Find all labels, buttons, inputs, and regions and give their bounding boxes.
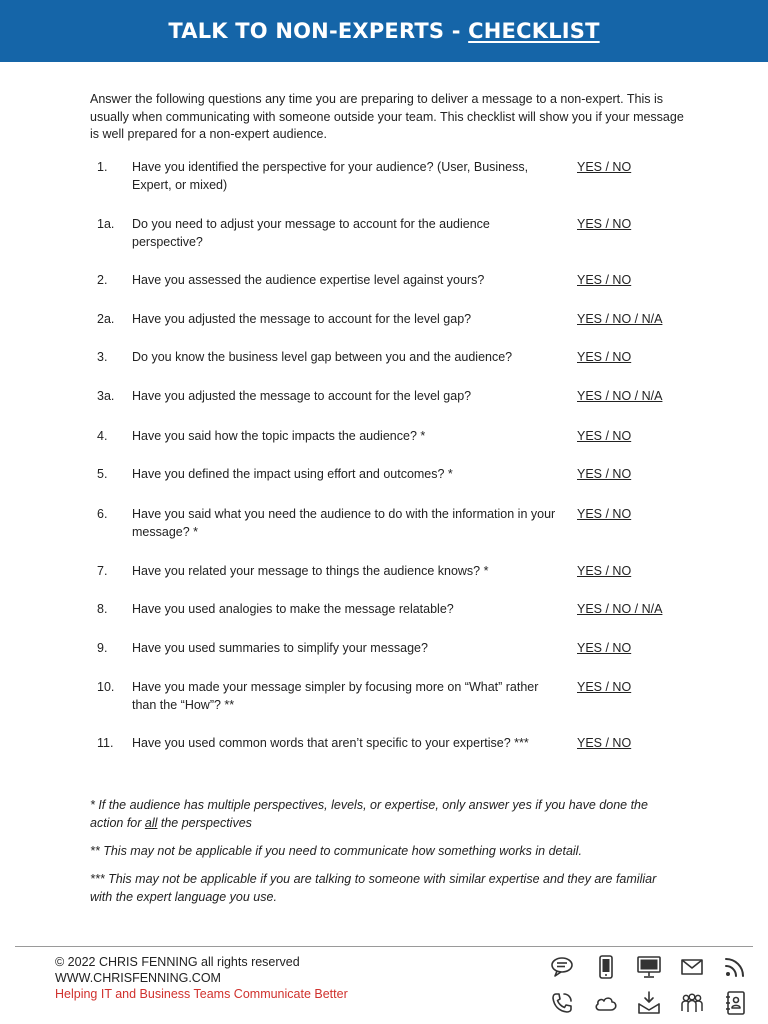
mobile-phone-icon xyxy=(593,954,619,980)
footnote-single-asterisk xyxy=(90,796,680,832)
page-title xyxy=(168,19,599,43)
item-number: 11. xyxy=(97,736,114,750)
item-question: Have you made your message simpler by focusing more on “What” rather than the “How”? ** xyxy=(132,680,539,712)
tagline: Helping IT and Business Teams Communicate Better xyxy=(55,987,348,1001)
item-number: 9. xyxy=(97,641,108,655)
title-prefix: TALK TO NON-EXPERTS - xyxy=(168,19,469,43)
item-question: Have you adjusted the message to account for the level gap? xyxy=(132,312,472,326)
copyright: © 2022 CHRIS FENNING all rights reserved xyxy=(55,955,300,969)
item-answer[interactable]: YES / NO xyxy=(577,350,632,364)
monitor-icon xyxy=(636,954,662,980)
item-answer[interactable]: YES / NO / N/A xyxy=(577,389,663,403)
item-answer[interactable]: YES / NO xyxy=(577,160,632,174)
item-question: Have you used summaries to simplify your message? xyxy=(132,641,428,655)
item-question: Have you assessed the audience expertise level against yours? xyxy=(132,273,485,287)
footnotes xyxy=(90,796,680,916)
item-question: Do you need to adjust your message to account for the audience perspective? xyxy=(132,217,490,249)
item-question: Do you know the business level gap between you and the audience? xyxy=(132,350,513,364)
website-link[interactable]: WWW.CHRISFENNING.COM xyxy=(55,971,221,985)
item-number: 1a. xyxy=(97,217,115,231)
item-number: 2a. xyxy=(97,312,115,326)
item-number: 8. xyxy=(97,602,108,616)
item-question: Have you defined the impact using effort and outcomes? * xyxy=(132,467,453,481)
footer-text xyxy=(55,954,348,1002)
item-answer[interactable]: YES / NO xyxy=(577,641,632,655)
item-number: 4. xyxy=(97,429,108,443)
footnote-triple-asterisk: *** This may not be applicable if you are talking to someone with similar expertise and they are familiar with the expert language you use. xyxy=(90,872,657,904)
item-question: Have you used common words that aren’t specific to your expertise? *** xyxy=(132,736,529,750)
item-answer[interactable]: YES / NO xyxy=(577,429,632,443)
item-number: 2. xyxy=(97,273,108,287)
item-question: Have you used analogies to make the message relatable? xyxy=(132,602,454,616)
item-answer[interactable]: YES / NO xyxy=(577,680,632,694)
chat-icon xyxy=(549,954,575,980)
item-number: 10. xyxy=(97,680,115,694)
item-answer[interactable]: YES / NO / N/A xyxy=(577,602,663,616)
header-bar xyxy=(0,0,768,62)
item-answer[interactable]: YES / NO xyxy=(577,273,632,287)
item-number: 6. xyxy=(97,507,108,521)
item-question: Have you said how the topic impacts the audience? * xyxy=(132,429,426,443)
footnote-text: the perspectives xyxy=(157,816,252,830)
item-question: Have you said what you need the audience to do with the information in your message? * xyxy=(132,507,556,539)
item-answer[interactable]: YES / NO xyxy=(577,736,632,750)
item-answer[interactable]: YES / NO xyxy=(577,217,632,231)
footnote-double-asterisk: ** This may not be applicable if you need to communicate how something works in detail. xyxy=(90,844,582,858)
footer-icons xyxy=(545,954,755,1020)
email-icon xyxy=(679,954,705,980)
rss-icon xyxy=(722,954,748,980)
cloud-icon xyxy=(593,990,619,1016)
item-question: Have you identified the perspective for your audience? (User, Business, Expert, or mixed) xyxy=(132,160,529,192)
intro-paragraph: Answer the following questions any time you are preparing to deliver a message to a non-expert. This is usually when communicating with someone outside your team. This checklist will show you if your message is well prepared for a non-expert audience. xyxy=(90,92,684,141)
item-question: Have you related your message to things the audience knows? * xyxy=(132,564,489,578)
item-question: Have you adjusted the message to account for the level gap? xyxy=(132,389,472,403)
item-number: 5. xyxy=(97,467,108,481)
phone-call-icon xyxy=(549,990,575,1016)
item-number: 3a. xyxy=(97,389,115,403)
item-number: 1. xyxy=(97,160,108,174)
item-answer[interactable]: YES / NO xyxy=(577,507,632,521)
inbox-download-icon xyxy=(636,990,662,1016)
footnote-emphasis: all xyxy=(144,816,158,830)
item-number: 7. xyxy=(97,564,108,578)
address-book-icon xyxy=(722,990,748,1016)
item-answer[interactable]: YES / NO xyxy=(577,564,632,578)
footer-divider xyxy=(15,946,753,947)
item-answer[interactable]: YES / NO xyxy=(577,467,632,481)
footnote-text: * If the audience has multiple perspectives, levels, or expertise, only answer yes if you have done the action for xyxy=(90,798,648,830)
item-answer[interactable]: YES / NO / N/A xyxy=(577,312,663,326)
item-number: 3. xyxy=(97,350,108,364)
title-emphasis: CHECKLIST xyxy=(468,19,600,43)
team-icon xyxy=(679,990,705,1016)
